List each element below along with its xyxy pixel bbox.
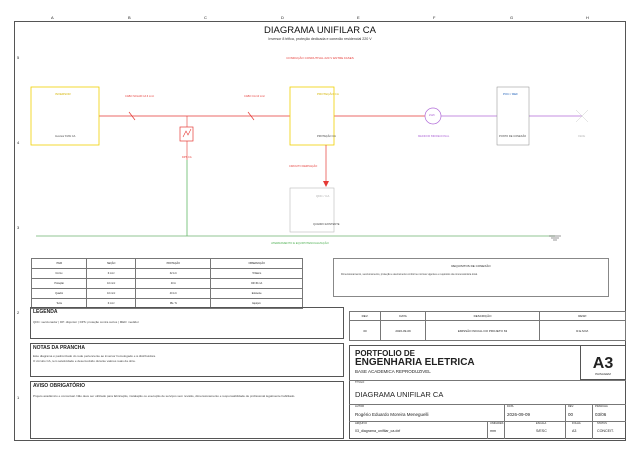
inverter-title: INVERSOR [55, 92, 71, 96]
tb-orientation: PAISAGEM [595, 372, 611, 376]
protection-caption: PROTEÇÃO CA [317, 135, 336, 138]
tb-file: 03_diagrama_unifilar_ca.dxf [355, 429, 401, 433]
protection-title: PROTEÇÃO CA [317, 92, 339, 96]
tb-vdivider [487, 421, 488, 439]
table-row: CA Inv. 6 mm² 32 A C Trifásico [32, 269, 303, 279]
qdc-caption: QUADRO EXISTENTE [313, 223, 340, 226]
col-marker: A [51, 15, 54, 20]
tb-divider [349, 404, 626, 405]
branch-arrow [323, 181, 329, 187]
inverter-caption: Inversor 8 kW CA [55, 135, 76, 138]
tb-drawing-title: DIAGRAMA UNIFILAR CA [355, 390, 444, 399]
tb-file-label: ARQUIVO [355, 422, 367, 425]
tb-title-label: TÍTULO [355, 381, 365, 384]
row-marker: 1 [17, 395, 20, 400]
page-title: DIAGRAMA UNIFILAR CA [264, 25, 376, 36]
col-marker: B [128, 15, 131, 20]
tb-scale: S/ESC [536, 429, 547, 433]
notes-title: NOTAS DA PRANCHA [33, 345, 85, 351]
tb-size: A3 [572, 429, 577, 433]
dps-label: DPS CA [182, 156, 192, 159]
meter-label: MEDIDOR BIDIRECIONAL [418, 135, 450, 138]
poc-title: POC / REF [503, 92, 519, 96]
table-row: Quadro 10 mm² 40 A C Existente [32, 289, 303, 299]
branch-label: CIRCUITO DERIVAÇÃO [289, 165, 318, 168]
tb-discipline: ENGENHARIA ELETRICA [355, 357, 475, 368]
col-marker: E [357, 15, 360, 20]
poc-caption: PONTO DE CONEXÃO [499, 135, 527, 138]
ground-label: ATERRAMENTO E EQUIPOTENCIALIZAÇÃO [271, 241, 329, 245]
tb-sheet: 03/06 [595, 412, 607, 417]
meter-symbol: kWh [429, 113, 435, 117]
bus-label: CONDUÇÃO CONDUTIVAL 220 V ENTRE FASES [286, 56, 354, 60]
col-marker: D [281, 15, 284, 20]
tb-date: 2026-09-09 [507, 412, 531, 417]
tb-rev-label: REV. [568, 405, 574, 408]
col-marker: G [510, 15, 514, 20]
spec-table [31, 258, 303, 309]
legend-title: LEGENDA [33, 309, 58, 315]
tb-author-label: AUTOR [355, 405, 365, 408]
requirements-text: Dimensionamento, seccionamento, proteção e aterramento conforme normas vigentes e requisitos da concessionária local. [341, 273, 478, 276]
row-marker: 4 [17, 140, 20, 145]
row-marker: 3 [17, 225, 20, 230]
cable2-label: CABO CA 10 mm² [244, 95, 266, 98]
tb-unit: mm [490, 429, 496, 433]
dps-zigzag [183, 129, 191, 137]
tb-unit-label: UNIDADES [490, 422, 504, 425]
cable1-label: CABO SOLAR CA 6 mm² [125, 95, 155, 98]
tb-base: BASE ACADEMICA REPRODUZIVEL [355, 369, 431, 374]
warning-title: AVISO OBRIGATÓRIO [33, 383, 86, 389]
notes-line: Este diagrama é padronizado do rede pertencente ao inversor homologado e à distribuidora. [33, 354, 156, 358]
table-row: 00 2026-09-09 EMISSÃO INICIAL DO PROJETO 63 R.E.M.M. [350, 321, 626, 341]
tb-status: CONCEIT. [597, 429, 614, 433]
table-row: Proteção 10 mm² 40 A DR 30 mA [32, 279, 303, 289]
col-marker: C [204, 15, 207, 20]
tb-date-label: DATA [507, 405, 514, 408]
row-marker: 5 [17, 55, 20, 60]
table-row: Terra 6 mm² PE / N Equipot. [32, 299, 303, 309]
tb-size-label: FOLHA [572, 422, 581, 425]
table-row: ITEM SEÇÃO PROTEÇÃO OBSERVAÇÃO [32, 259, 303, 269]
tb-format: A3 [592, 355, 614, 372]
warning-text: Projeto acadêmico e conceitual. Não deve ser utilizado para fabricação, instalação ou execução de serviços sem revisão, dimensionamento e responsabilidade de profissional legalmente habilitado. [33, 394, 296, 398]
legend-text: QDC: seccionador | DP: disjuntor | DPS: proteção contra surtos | MED: medidor [33, 320, 139, 324]
tb-rev: 00 [568, 412, 574, 417]
notes-line: O circuito CA, tem seletividade e desenvolvido durante valores reais da obra. [33, 359, 136, 363]
grid-label: REDE [578, 135, 586, 138]
revision-table [349, 311, 626, 341]
tb-portfolio: PORTFOLIO DE [355, 349, 415, 358]
requirements-title: REQUISITOS DE CONEXÃO [451, 264, 491, 268]
col-marker: F [433, 15, 436, 20]
table-row: REV. DATA DESCRIÇÃO RESP. [350, 312, 626, 321]
page-subtitle: Inversor 8 trifica, proteção dedicada e conexão residencial 220 V [268, 37, 372, 41]
tb-scale-label: ESCALA [536, 422, 547, 425]
tb-status-label: STATUS [597, 422, 607, 425]
tb-author: Rogério Eduardo Moreira Meneguelli [355, 412, 429, 417]
warning-box [30, 381, 344, 439]
tb-divider [349, 380, 626, 381]
col-marker: H [586, 15, 589, 20]
row-marker: 2 [17, 310, 20, 315]
qdc-title: QDC / CA [316, 194, 330, 198]
tb-sheet-label: PRANCHA [595, 405, 608, 408]
